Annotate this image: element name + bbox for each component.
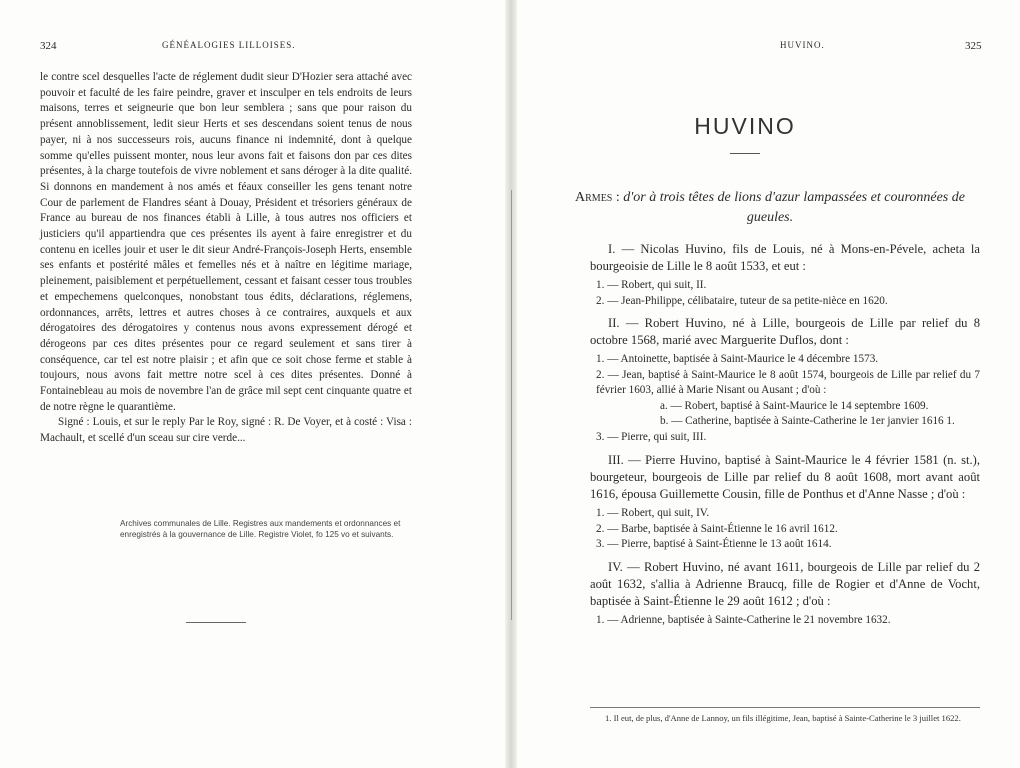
- child-entry: 3. — Pierre, qui suit, III.: [596, 430, 707, 443]
- left-page: [0, 0, 505, 768]
- signature-paragraph: Signé : Louis, et sur le reply Par le Roy, signé : R. De Voyer, et à costé : Visa : Machault, et scellé d'un sceau sur cire verde...: [40, 416, 412, 445]
- child-entry: 1. — Antoinette, baptisée à Saint-Maurice le 4 décembre 1573.: [596, 353, 879, 365]
- footnote: 1. Il eut, de plus, d'Anne de Lannoy, un fils illégitime, Jean, baptisé à Sainte-Catherine le 3 juillet 1622.: [605, 713, 961, 723]
- child-entry: 1. — Robert, qui suit, II.: [596, 279, 707, 291]
- grandchild-entry: b. — Catherine, baptisée à Sainte-Catherine le 1er janvier 1616 1.: [660, 415, 955, 427]
- child-entry: 2. — Jean, baptisé à Saint-Maurice le 8 août 1574, bourgeois de Lille par relief du 7 février 1603, allié à Marie Nisant ou Ausant ; d'où :: [596, 368, 980, 396]
- running-head: GÉNÉALOGIES LILLOISES.: [162, 40, 296, 50]
- generation-entry: II. — Robert Huvino, né à Lille, bourgeois de Lille par relief du 8 octobre 1568, marié avec Marguerite Duflos, dont :: [590, 316, 980, 347]
- generation-entry: I. — Nicolas Huvino, fils de Louis, né à Mons-en-Pévele, acheta la bourgeoisie de Lille le 8 août 1533, et eut :: [590, 242, 980, 273]
- archive-source-note: Archives communales de Lille. Registres aux mandements et ordonnances et enregistrés à la gouvernance de Lille. Registre Violet, fo 125 vo et suivants.: [120, 519, 401, 539]
- letters-patent-text: [40, 70, 412, 447]
- arms-blazon: d'or à trois têtes de lions d'azur lampassées et couronnées de gueules.: [623, 190, 965, 225]
- right-page: [515, 0, 1020, 768]
- grandchild-entry: a. — Robert, baptisé à Saint-Maurice le 14 septembre 1609.: [660, 399, 929, 412]
- footnote-rule: [590, 707, 980, 708]
- body-paragraph: le contre scel desquelles l'acte de réglement dudit sieur D'Hozier sera attaché avec pouvoir et faculté de les faire peindre, graver et insculper en tels endroits de leurs maisons, terres et seigneurie que bon leur semblera ; sans que pour raison du présent annoblissement, ledit sieur Herts et ses descendans soient tenus de nous payer, ni à nos successeurs rois, aucuns finance ni indemnité, dont à quelque somme qu'elles puissent monter, nous leur avons fait et faisons don par ces dites présentes, à la charge toutefois de vivre noblement et sans déroger à la dite qualité. Si donnons en mandement à nos amés et féaux conseiller les gens tenant notre Cour de parlement de Flandres séant à Douay, Président et trésoriers généraux de France au bureau de nos finances établi à Lille, à tous autres nos officiers et justiciers qu'il appartiendra que ces présentes ils ayent à faire enregistrer et du contenu en icelles jouir et user le dit sieur André-François-Joseph Herts, ensemble ses enfants et postérité mâles et femelles nés et à naître en légitime mariage, pleinement, paisiblement et perpétuellement, cessant et faisant cesser tous troubles et empechemens quelconques, nonobstant tous édits, déclarations, réglemens, ordonnances, arrêts, lettres et autres choses à ce contraires, auxquels et aux dérogatoires des dérogatoires y contenus nous avons expressement dérogé et dérogeons par ces dites présentes pour ce regard seulement et sans tirer à conséquence, car tel est notre plaisir ; et afin que ce soit chose ferme et stable à toujours, nous avons fait mettre notre scel à ces dites présentes. Donné à Fontainebleau au mois de novembre l'an de grâce mil sept cent cinquante quatre et de notre règne le quarantième.: [40, 71, 412, 413]
- gutter-shadow-line: [511, 190, 512, 620]
- child-entry: 2. — Jean-Philippe, célibataire, tuteur de sa petite-nièce en 1620.: [596, 294, 888, 307]
- page-number: 324: [40, 40, 57, 52]
- child-entry: 3. — Pierre, baptisé à Saint-Étienne le 13 août 1614.: [596, 538, 832, 550]
- page-number: 325: [965, 40, 982, 52]
- end-rule: [186, 622, 246, 623]
- family-title: HUVINO: [694, 113, 796, 139]
- child-entry: 2. — Barbe, baptisée à Saint-Étienne le 16 avril 1612.: [596, 522, 838, 535]
- coat-of-arms: [575, 188, 965, 228]
- child-entry: 1. — Adrienne, baptisée à Sainte-Catherine le 21 novembre 1632.: [596, 613, 891, 626]
- title-rule: [730, 153, 760, 154]
- child-entry: 1. — Robert, qui suit, IV.: [596, 507, 710, 519]
- arms-label: Armes :: [575, 190, 620, 205]
- running-head: HUVINO.: [780, 40, 825, 50]
- generation-entry: IV. — Robert Huvino, né avant 1611, bourgeois de Lille par relief du 2 août 1632, s'allia à Adrienne Braucq, fille de Rogier et d'Anne de Vocht, baptisée à Saint-Étienne le 29 août 1612 ; d'où :: [590, 559, 980, 608]
- generation-entry: III. — Pierre Huvino, baptisé à Saint-Maurice le 4 février 1581 (n. st.), bourgeteur, bourgeois de Lille par relief du 8 août 1608, mort avant août 1616, épousa Guillemette Cousin, fille de Ponthus et d'Anne Nasse ; d'où :: [590, 453, 980, 501]
- genealogy-text: [590, 241, 980, 628]
